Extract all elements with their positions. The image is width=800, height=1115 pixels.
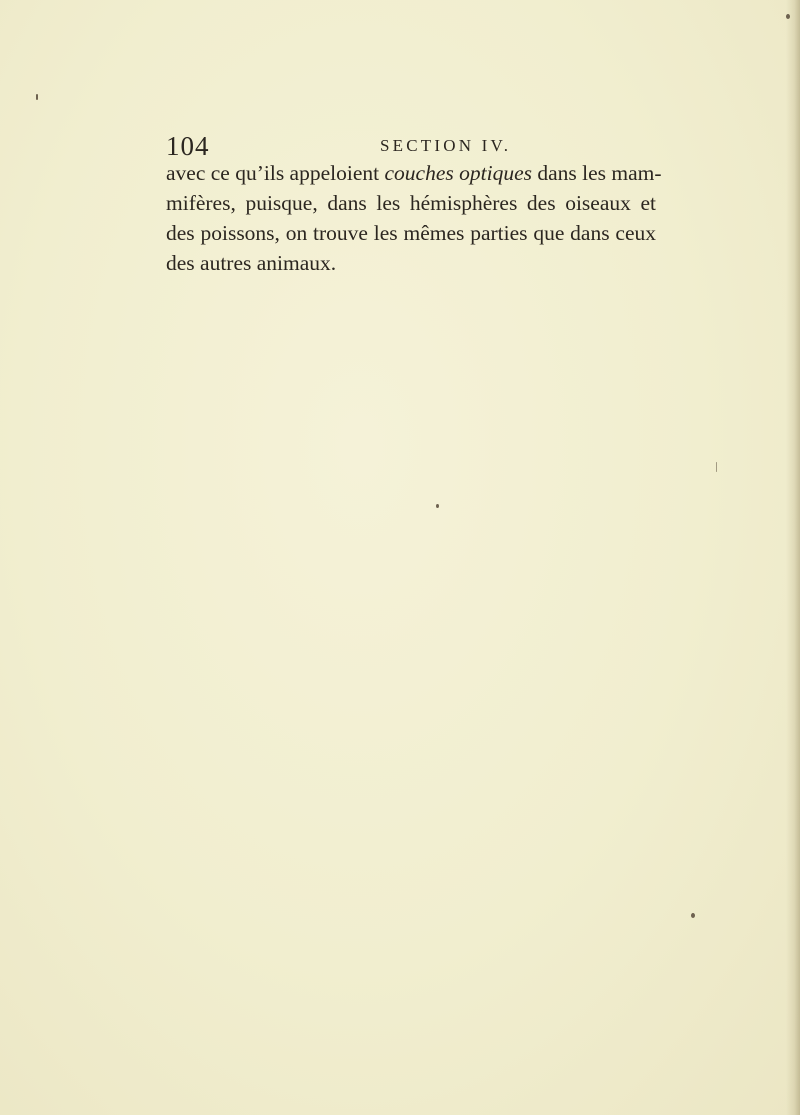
text-line-1-end: dans les mam- <box>537 161 662 185</box>
italic-term: couches optiques <box>384 161 532 185</box>
text-line-3: des poissons, on trouve les mêmes parties que dans ceux <box>166 221 656 245</box>
text-line-1-start: avec ce qu’ils appeloient <box>166 161 380 185</box>
page-edge-shadow <box>786 0 800 1115</box>
body-paragraph <box>166 158 662 278</box>
section-heading: SECTION IV. <box>380 136 512 155</box>
page-number: 104 <box>166 131 210 161</box>
text-line-1 <box>166 158 662 188</box>
text-line-2: mifères, puisque, dans les hémisphères des oiseaux et <box>166 191 656 215</box>
paper-speck <box>786 14 790 19</box>
paper-speck <box>436 504 439 508</box>
paper-speck <box>36 94 38 100</box>
paper-speck <box>716 462 717 472</box>
running-head <box>166 131 526 161</box>
text-line-4: des autres animaux. <box>166 251 337 275</box>
paper-speck <box>691 913 695 918</box>
